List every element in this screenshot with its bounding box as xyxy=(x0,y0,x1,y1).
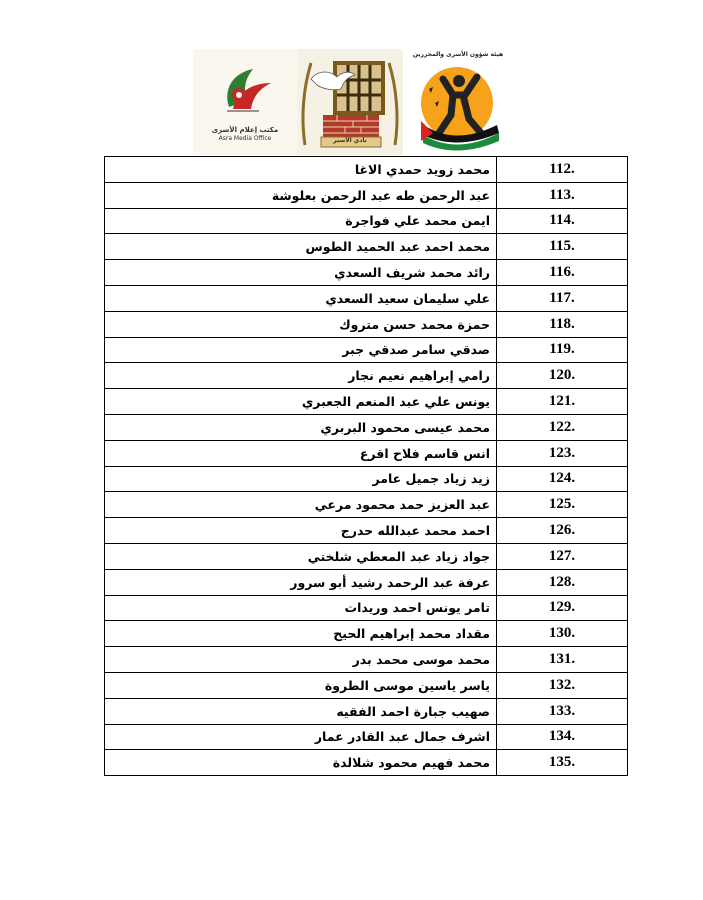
table-row xyxy=(105,647,628,673)
row-name: رائد محمد شريف السعدي xyxy=(105,260,497,286)
row-number: 122. xyxy=(497,414,628,440)
table-row xyxy=(105,208,628,234)
table-row xyxy=(105,672,628,698)
table-row xyxy=(105,260,628,286)
row-number: 134. xyxy=(497,724,628,750)
asra-caption-en: Asra Media Office xyxy=(218,135,272,142)
table-row xyxy=(105,157,628,183)
row-number: 135. xyxy=(497,750,628,776)
row-number: 125. xyxy=(497,492,628,518)
table-row xyxy=(105,389,628,415)
freed-prisoner-sun-icon xyxy=(403,49,513,155)
row-name: رامي إبراهيم نعيم نجار xyxy=(105,363,497,389)
asra-caption-ar: مكتب إعلام الأسرى xyxy=(211,126,279,134)
table-row xyxy=(105,182,628,208)
table-row xyxy=(105,234,628,260)
row-number: 114. xyxy=(497,208,628,234)
row-number: 113. xyxy=(497,182,628,208)
row-number: 133. xyxy=(497,698,628,724)
table-row xyxy=(105,724,628,750)
table-row xyxy=(105,466,628,492)
table-row xyxy=(105,440,628,466)
row-number: 112. xyxy=(497,157,628,183)
row-name: محمد موسى محمد بدر xyxy=(105,647,497,673)
row-number: 116. xyxy=(497,260,628,286)
table-row xyxy=(105,543,628,569)
table-row xyxy=(105,311,628,337)
row-name: تامر يونس احمد وريدات xyxy=(105,595,497,621)
row-name: ايمن محمد علي فواجرة xyxy=(105,208,497,234)
row-number: 129. xyxy=(497,595,628,621)
row-name: مقداد محمد إبراهيم الحيح xyxy=(105,621,497,647)
row-number: 124. xyxy=(497,466,628,492)
logo-strip xyxy=(193,49,513,155)
commission-caption: هيئة شؤون الأسرى والمحررين xyxy=(412,51,504,58)
prisoners-affairs-commission-logo xyxy=(403,49,513,155)
prisoners-club-logo xyxy=(297,49,403,155)
row-number: 126. xyxy=(497,518,628,544)
row-number: 115. xyxy=(497,234,628,260)
table-row xyxy=(105,569,628,595)
row-number: 132. xyxy=(497,672,628,698)
row-name: يونس علي عبد المنعم الجعبري xyxy=(105,389,497,415)
asra-media-office-logo xyxy=(193,49,297,155)
row-name: احمد محمد عبدالله حدرج xyxy=(105,518,497,544)
table-row xyxy=(105,414,628,440)
row-name: عرفة عبد الرحمد رشيد أبو سرور xyxy=(105,569,497,595)
row-number: 118. xyxy=(497,311,628,337)
row-name: صهيب جبارة احمد الفقيه xyxy=(105,698,497,724)
table-row xyxy=(105,492,628,518)
row-number: 127. xyxy=(497,543,628,569)
club-caption: نادي الأسير xyxy=(333,137,367,144)
table-row xyxy=(105,337,628,363)
table-row xyxy=(105,518,628,544)
table-row xyxy=(105,285,628,311)
row-name: عبد الرحمن طه عبد الرحمن بعلوشة xyxy=(105,182,497,208)
row-name: صدقي سامر صدقي جبر xyxy=(105,337,497,363)
row-name: جواد زياد عبد المعطي شلختي xyxy=(105,543,497,569)
row-number: 120. xyxy=(497,363,628,389)
row-name: زيد زياد جميل عامر xyxy=(105,466,497,492)
row-name: ياسر ياسين موسى الطروة xyxy=(105,672,497,698)
table-row xyxy=(105,698,628,724)
row-name: انس قاسم فلاح اقرع xyxy=(105,440,497,466)
table-row xyxy=(105,750,628,776)
table-row xyxy=(105,595,628,621)
row-name: محمد احمد عبد الحميد الطوس xyxy=(105,234,497,260)
table-row xyxy=(105,621,628,647)
asra-emblem-icon xyxy=(193,49,297,129)
row-name: عبد العزيز حمد محمود مرعي xyxy=(105,492,497,518)
row-number: 121. xyxy=(497,389,628,415)
row-name: محمد فهيم محمود شلالدة xyxy=(105,750,497,776)
row-name: محمد عيسى محمود البربري xyxy=(105,414,497,440)
row-number: 130. xyxy=(497,621,628,647)
row-name: اشرف جمال عبد القادر عمار xyxy=(105,724,497,750)
row-number: 128. xyxy=(497,569,628,595)
row-name: حمزة محمد حسن متروك xyxy=(105,311,497,337)
row-name: محمد زويد حمدي الاغا xyxy=(105,157,497,183)
row-number: 131. xyxy=(497,647,628,673)
row-name: علي سليمان سعيد السعدي xyxy=(105,285,497,311)
row-number: 123. xyxy=(497,440,628,466)
row-number: 119. xyxy=(497,337,628,363)
table-row xyxy=(105,363,628,389)
names-table xyxy=(104,156,628,776)
row-number: 117. xyxy=(497,285,628,311)
